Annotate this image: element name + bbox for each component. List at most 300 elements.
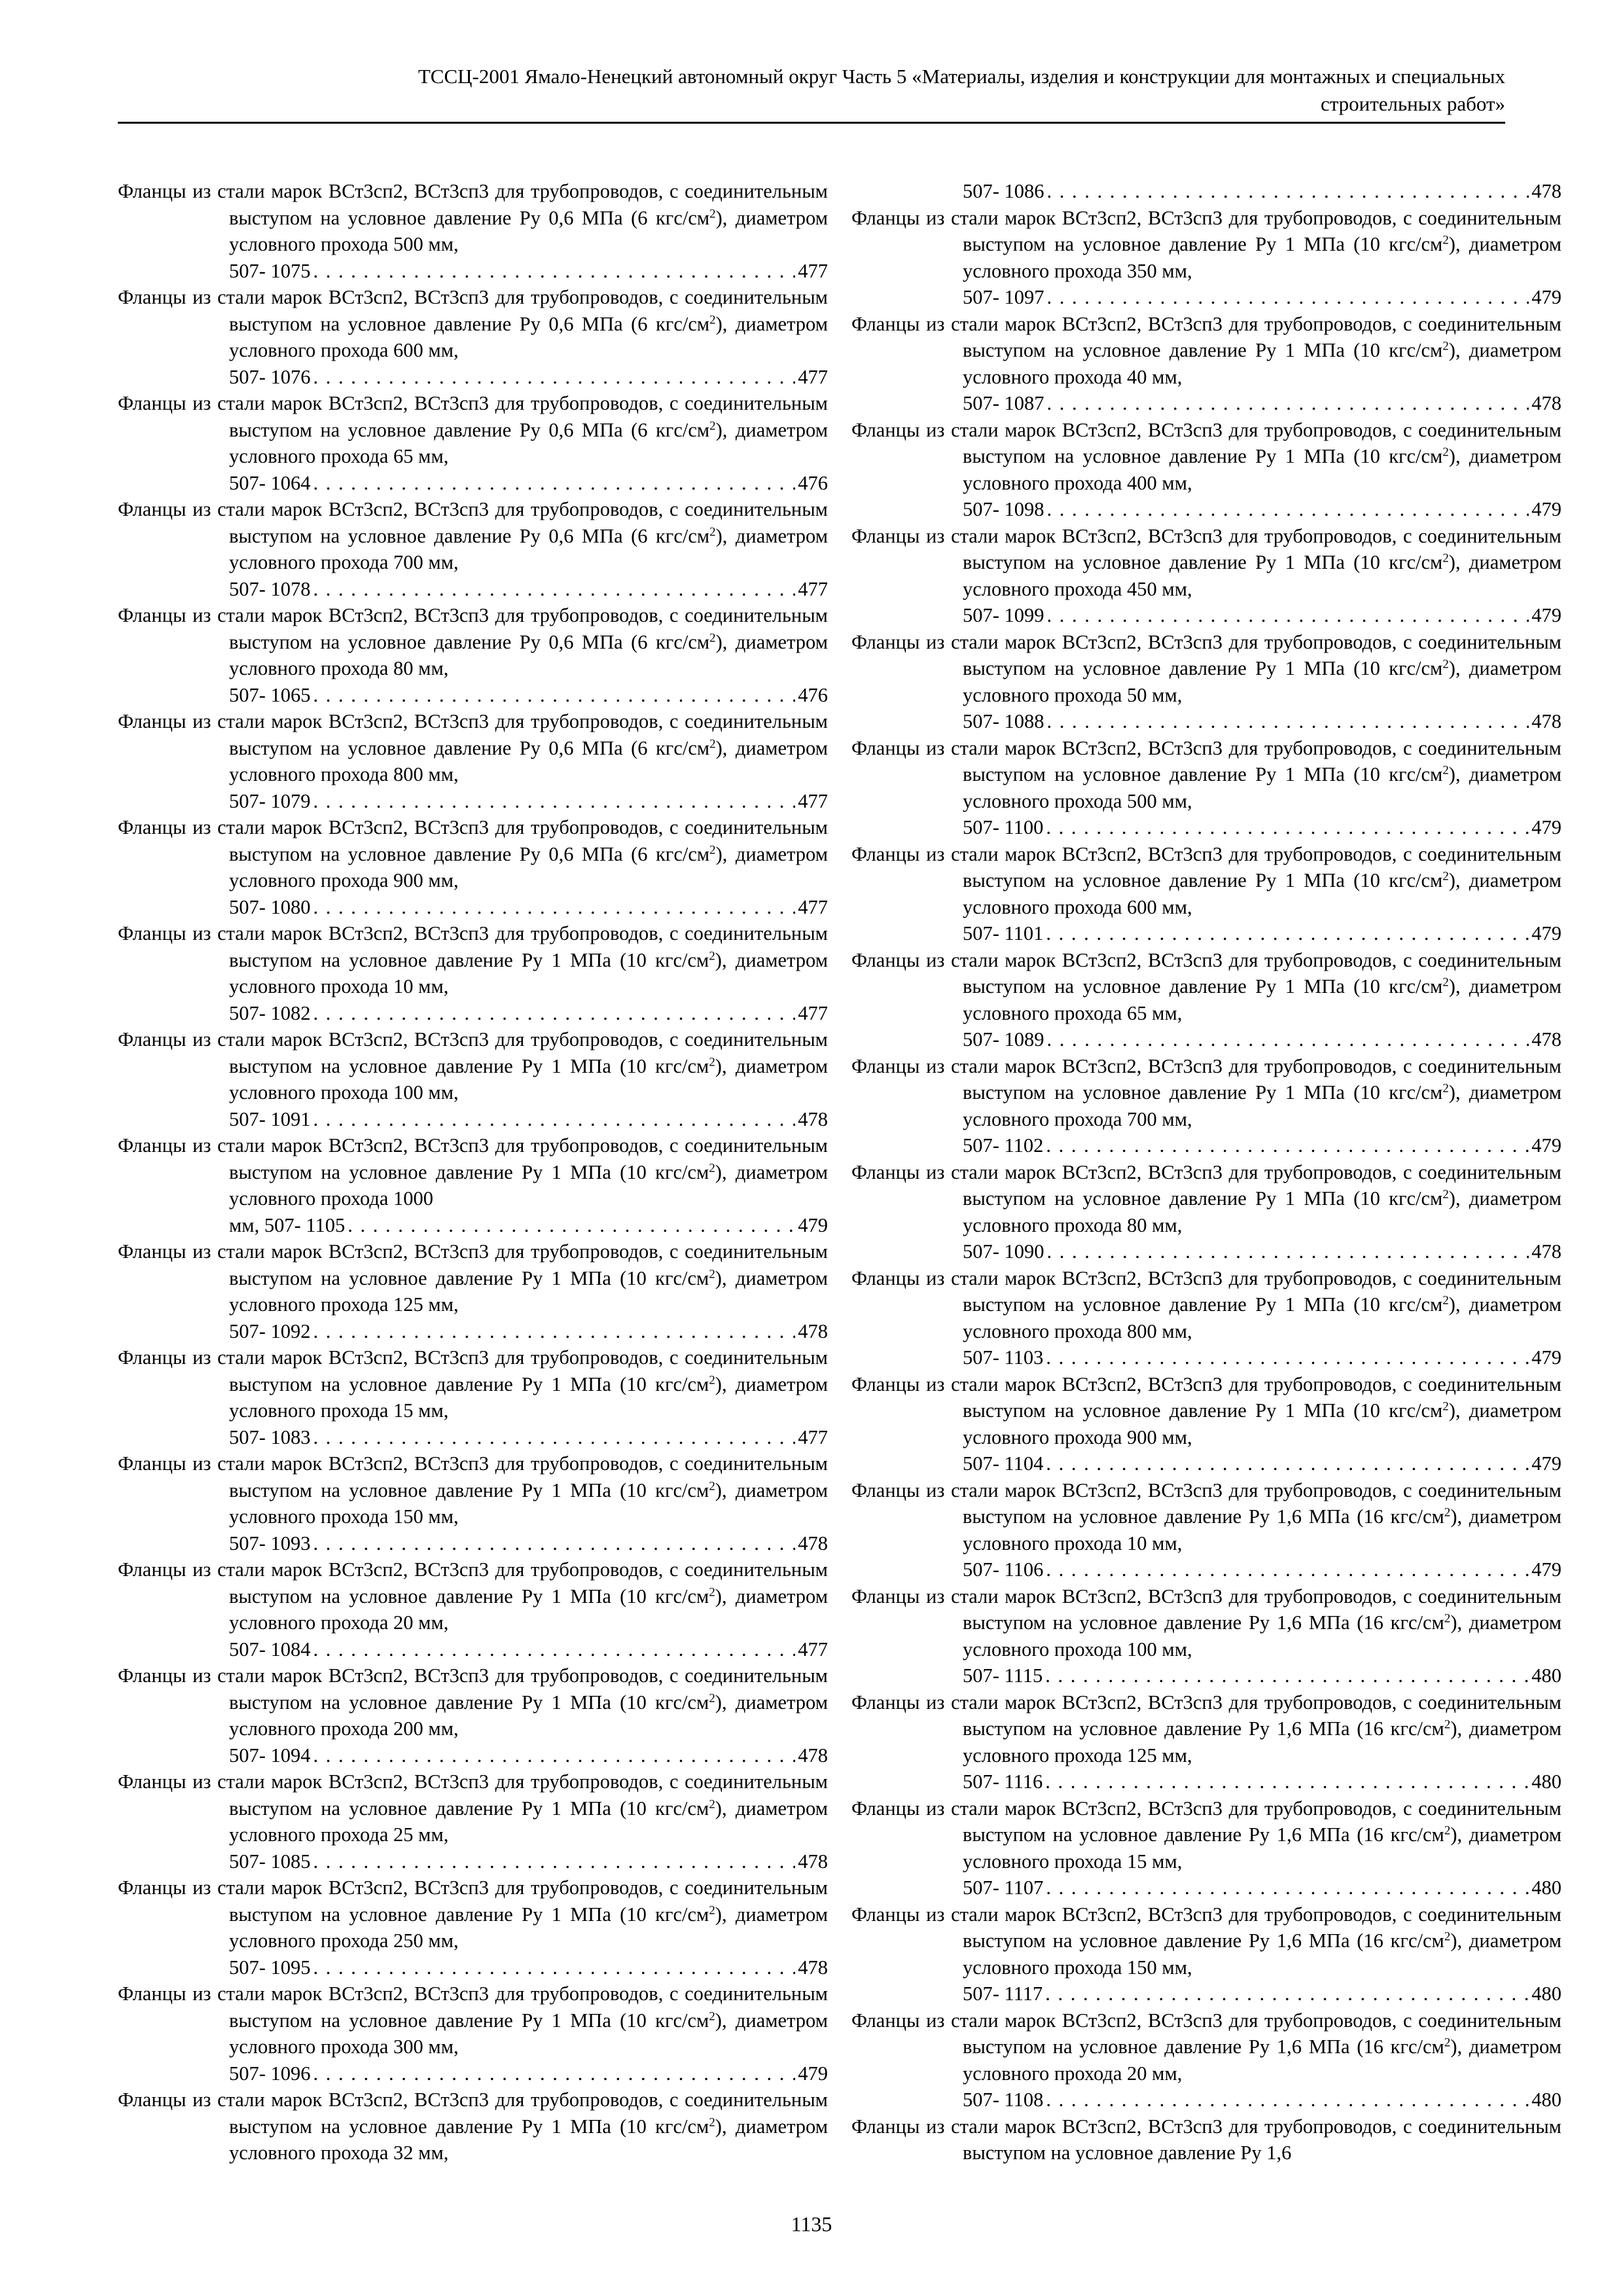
entry-text: Фланцы из стали марок ВСт3сп2, ВСт3сп3 для трубопроводов, с соединительным выступом на условное давление Ру 1 МПа (10 кгс/см xyxy=(118,922,828,971)
entry-code: 507- 1101 xyxy=(963,922,1044,944)
dot-leader xyxy=(1047,602,1529,629)
index-entry xyxy=(118,814,828,920)
entry-page-ref: 480 xyxy=(1531,1876,1561,1899)
dot-leader xyxy=(1046,920,1529,947)
entry-code-line xyxy=(229,1424,828,1451)
entry-code-line xyxy=(963,284,1561,311)
index-entry xyxy=(851,629,1561,735)
index-column-right xyxy=(851,178,1561,2166)
index-entry xyxy=(118,602,828,708)
entry-code: 507- 1106 xyxy=(963,1558,1044,1581)
entry-text: Фланцы из стали марок ВСт3сп2, ВСт3сп3 для трубопроводов, с соединительным выступом на условное давление Ру 1 МПа (10 кгс/см xyxy=(118,1240,828,1289)
superscript: 2 xyxy=(1444,1611,1451,1626)
entry-text: Фланцы из стали марок ВСт3сп2, ВСт3сп3 для трубопроводов, с соединительным выступом на условное давление Ру 1 МПа (10 кгс/см xyxy=(851,1054,1561,1103)
index-entry xyxy=(851,1689,1561,1795)
entry-code: 507- 1103 xyxy=(963,1346,1044,1369)
entry-page-ref: 477 xyxy=(798,577,828,600)
index-entry xyxy=(118,920,828,1026)
superscript: 2 xyxy=(1442,869,1449,884)
entry-text: Фланцы из стали марок ВСт3сп2, ВСт3сп3 для трубопроводов, с соединительным выступом на условное давление Ру 0,6 МПа (6 кгс/см xyxy=(118,286,828,335)
entry-code: 507- 1088 xyxy=(963,710,1044,732)
superscript: 2 xyxy=(1442,975,1449,990)
dot-leader xyxy=(1047,1238,1529,1265)
superscript: 2 xyxy=(1444,1929,1451,1944)
dot-leader xyxy=(313,894,796,921)
entry-page-ref: 478 xyxy=(1531,710,1561,732)
entry-code-line xyxy=(229,470,828,497)
entry-text: Фланцы из стали марок ВСт3сп2, ВСт3сп3 для трубопроводов, с соединительным выступом на условное давление Ру 1 МПа (10 кгс/см xyxy=(851,1372,1561,1422)
entry-page-ref: 480 xyxy=(1531,1664,1561,1687)
entry-code-line xyxy=(229,682,828,709)
entry-text: Фланцы из стали марок ВСт3сп2, ВСт3сп3 для трубопроводов, с соединительным выступом на условное давление Ру 1 МПа (10 кгс/см xyxy=(118,1028,828,1077)
entry-code: 507- 1084 xyxy=(229,1638,311,1660)
superscript: 2 xyxy=(1442,1081,1449,1096)
entry-code-line xyxy=(229,1848,828,1875)
superscript: 2 xyxy=(709,419,716,433)
entry-code-line xyxy=(963,2087,1561,2113)
entry-page-ref: 479 xyxy=(798,1213,828,1236)
header-line-2: строительных работ» xyxy=(1320,92,1505,115)
entry-code: 507- 1085 xyxy=(229,1850,311,1873)
entry-code-line xyxy=(963,1981,1561,2007)
entry-code-line xyxy=(229,1636,828,1663)
entry-page-ref: 478 xyxy=(798,1107,828,1130)
index-entry xyxy=(118,1238,828,1344)
entry-code: 507- 1098 xyxy=(963,498,1044,520)
index-entry xyxy=(118,390,828,496)
entry-code: 507- 1095 xyxy=(229,1956,311,1979)
entry-code-line xyxy=(229,894,828,921)
entry-text-cont: ), диаметром условного прохода 400 мм, xyxy=(963,445,1562,494)
entry-text: Фланцы из стали марок ВСт3сп2, ВСт3сп3 для трубопроводов, с соединительным выступом на условное давление Ру 1 МПа (10 кгс/см xyxy=(118,2089,828,2138)
superscript: 2 xyxy=(709,313,716,327)
index-entry xyxy=(118,1344,828,1450)
index-entry xyxy=(851,2113,1561,2166)
entry-page-ref: 479 xyxy=(1531,1134,1561,1157)
index-entry xyxy=(118,1874,828,1981)
index-entry xyxy=(851,1371,1561,1477)
dot-leader xyxy=(1047,708,1529,735)
entry-page-ref: 477 xyxy=(798,1638,828,1660)
superscript: 2 xyxy=(1442,1187,1449,1202)
entry-text-cont: ), диаметром условного прохода 300 мм, xyxy=(229,2009,829,2058)
entry-page-ref: 479 xyxy=(1531,816,1561,838)
entry-page-ref: 479 xyxy=(1531,922,1561,944)
entry-text: Фланцы из стали марок ВСт3сп2, ВСт3сп3 для трубопроводов, с соединительным выступом на условное давление Ру 1 МПа (10 кгс/см xyxy=(118,1876,828,1926)
superscript: 2 xyxy=(1442,551,1449,565)
index-entry xyxy=(851,1583,1561,1689)
entry-code-line xyxy=(229,1530,828,1557)
index-entry xyxy=(118,708,828,814)
entry-text-cont: ), диаметром условного прохода 700 мм, xyxy=(229,524,829,573)
entry-page-ref: 478 xyxy=(798,1850,828,1873)
index-entry xyxy=(851,523,1561,629)
entry-text: Фланцы из стали марок ВСт3сп2, ВСт3сп3 для трубопроводов, с соединительным выступом на условное давление Ру 1,6 МПа (16 кгс/см xyxy=(851,1797,1561,1846)
entry-text-cont: ), диаметром условного прохода 200 мм, xyxy=(229,1691,829,1740)
entry-page-ref: 478 xyxy=(798,1532,828,1554)
entry-page-ref: 479 xyxy=(1531,1558,1561,1581)
superscript: 2 xyxy=(709,207,716,221)
entry-text-cont: ), диаметром условного прохода 80 мм, xyxy=(963,1187,1562,1236)
entry-code: 507- 1102 xyxy=(963,1134,1044,1157)
entry-text-cont: ), диаметром условного прохода 65 мм, xyxy=(963,975,1562,1024)
index-entry xyxy=(118,496,828,602)
index-entry xyxy=(118,1768,828,1874)
entry-code: 507- 1093 xyxy=(229,1532,311,1554)
superscript: 2 xyxy=(709,2115,715,2130)
index-entry xyxy=(118,2087,828,2166)
entry-text: Фланцы из стали марок ВСт3сп2, ВСт3сп3 для трубопроводов, с соединительным выступом на условное давление Ру 1,6 МПа (16 кгс/см xyxy=(851,2009,1561,2058)
entry-code: 507- 1086 xyxy=(963,180,1044,202)
header-line-1: ТССЦ-2001 Ямало-Ненецкий автономный округ Часть 5 «Материалы, изделия и конструкции для монтажных и специальных xyxy=(418,65,1505,88)
entry-page-ref: 477 xyxy=(798,895,828,918)
entry-page-ref: 477 xyxy=(798,259,828,282)
entry-code: 507- 1087 xyxy=(963,392,1044,414)
entry-page-ref: 479 xyxy=(1531,1452,1561,1475)
entry-text-cont: ), диаметром условного прохода 125 мм, xyxy=(229,1266,829,1316)
index-entry xyxy=(851,735,1561,841)
page-header xyxy=(118,63,1505,118)
entry-text: Фланцы из стали марок ВСт3сп2, ВСт3сп3 для трубопроводов, с соединительным выступом на условное давление Ру 0,6 МПа (6 кгс/см xyxy=(118,392,828,441)
entry-page-ref: 480 xyxy=(1531,1982,1561,2005)
entry-text: Фланцы из стали марок ВСт3сп2, ВСт3сп3 для трубопроводов, с соединительным выступом на условное давление Ру 1 МПа (10 кгс/см xyxy=(851,630,1561,679)
index-entry xyxy=(118,1662,828,1768)
superscript: 2 xyxy=(709,525,716,539)
superscript: 2 xyxy=(1444,1823,1451,1838)
entry-text-cont: ), диаметром условного прохода 10 мм, xyxy=(229,948,829,997)
entry-page-ref: 478 xyxy=(1531,1240,1561,1263)
entry-code: 507- 1090 xyxy=(963,1240,1044,1263)
entry-page-ref: 478 xyxy=(1531,1028,1561,1050)
dot-leader xyxy=(1046,1344,1529,1371)
entry-text: Фланцы из стали марок ВСт3сп2, ВСт3сп3 для трубопроводов, с соединительным выступом на условное давление Ру 1 МПа (10 кгс/см xyxy=(118,1134,828,1183)
entry-code: 507- 1104 xyxy=(963,1452,1044,1475)
entry-text: Фланцы из стали марок ВСт3сп2, ВСт3сп3 для трубопроводов, с соединительным выступом на условное давление Ру 1 МПа (10 кгс/см xyxy=(118,1982,828,2032)
entry-text-cont: ), диаметром условного прохода 500 мм, xyxy=(963,763,1562,812)
entry-code: мм, 507- 1105 xyxy=(229,1213,346,1236)
entry-code: 507- 1075 xyxy=(229,259,311,282)
dot-leader xyxy=(313,576,796,603)
dot-leader xyxy=(1046,1874,1529,1901)
entry-code-line xyxy=(963,814,1561,841)
entry-code: 507- 1083 xyxy=(229,1426,311,1448)
entry-code-line xyxy=(963,178,1561,205)
dot-leader xyxy=(313,1954,796,1981)
entry-text-cont: ), диаметром условного прохода 1000 xyxy=(229,1160,829,1210)
entry-code-line xyxy=(229,1954,828,1981)
entry-code: 507- 1064 xyxy=(229,471,311,494)
dot-leader xyxy=(348,1212,795,1239)
entry-code: 507- 1097 xyxy=(963,286,1044,308)
dot-leader xyxy=(1045,1768,1529,1795)
entry-text: Фланцы из стали марок ВСт3сп2, ВСт3сп3 для трубопроводов, с соединительным выступом на условное давление Ру 1 МПа (10 кгс/см xyxy=(851,312,1561,361)
entry-text-cont: ), диаметром условного прохода 800 мм, xyxy=(229,736,829,785)
entry-text-cont: ), диаметром условного прохода 20 мм, xyxy=(229,1585,829,1634)
entry-text: Фланцы из стали марок ВСт3сп2, ВСт3сп3 для трубопроводов, с соединительным выступом на условное давление Ру 0,6 МПа (6 кгс/см xyxy=(118,604,828,653)
entry-text-cont: ), диаметром условного прохода 80 мм, xyxy=(229,630,829,679)
entry-code-line xyxy=(229,1742,828,1769)
dot-leader xyxy=(1046,1556,1529,1583)
dot-leader xyxy=(313,788,796,815)
index-entry xyxy=(851,1477,1561,1583)
entry-text-cont: ), диаметром условного прохода 40 мм, xyxy=(963,339,1562,388)
entry-page-ref: 478 xyxy=(1531,392,1561,414)
entry-code-line xyxy=(963,1662,1561,1689)
dot-leader xyxy=(313,1424,796,1451)
index-entry xyxy=(851,417,1561,523)
superscript: 2 xyxy=(1442,339,1449,353)
dot-leader xyxy=(1047,1026,1529,1053)
superscript: 2 xyxy=(709,1373,715,1388)
entry-page-ref: 479 xyxy=(1531,286,1561,308)
entry-code: 507- 1100 xyxy=(963,816,1044,838)
entry-text: Фланцы из стали марок ВСт3сп2, ВСт3сп3 для трубопроводов, с соединительным выступом на условное давление Ру 0,6 МПа (6 кгс/см xyxy=(118,180,828,229)
dot-leader xyxy=(1046,1132,1529,1159)
superscript: 2 xyxy=(1444,2036,1451,2050)
entry-code-line xyxy=(229,1212,828,1239)
entry-text: Фланцы из стали марок ВСт3сп2, ВСт3сп3 для трубопроводов, с соединительным выступом на условное давление Ру 1,6 МПа (16 кгс/см xyxy=(851,1479,1561,1528)
superscript: 2 xyxy=(709,1479,715,1494)
entry-code: 507- 1091 xyxy=(229,1107,311,1130)
entry-text-cont: ), диаметром условного прохода 10 мм, xyxy=(963,1505,1561,1554)
dot-leader xyxy=(1046,814,1529,841)
index-entry xyxy=(851,947,1561,1053)
dot-leader xyxy=(1046,1450,1529,1477)
dot-leader xyxy=(1047,390,1529,417)
entry-text-cont: ), диаметром условного прохода 100 мм, xyxy=(229,1054,829,1103)
entry-text: Фланцы из стали марок ВСт3сп2, ВСт3сп3 для трубопроводов, с соединительным выступом на условное давление Ру 1 МПа (10 кгс/см xyxy=(851,1160,1561,1210)
entry-code-line xyxy=(229,258,828,285)
dot-leader xyxy=(313,1636,796,1663)
entry-text: Фланцы из стали марок ВСт3сп2, ВСт3сп3 для трубопроводов, с соединительным выступом на условное давление Ру 0,6 МПа (6 кгс/см xyxy=(118,710,828,759)
entry-text-cont: ), диаметром условного прохода 800 мм, xyxy=(963,1293,1562,1342)
index-entry xyxy=(118,1026,828,1132)
superscript: 2 xyxy=(1444,1505,1451,1520)
entry-page-ref: 477 xyxy=(798,365,828,388)
header-rule xyxy=(118,122,1505,124)
entry-text: Фланцы из стали марок ВСт3сп2, ВСт3сп3 для трубопроводов, с соединительным выступом на условное давление Ру 0,6 МПа (6 кгс/см xyxy=(118,816,828,865)
entry-code-line xyxy=(963,920,1561,947)
entry-code-line xyxy=(229,1000,828,1027)
superscript: 2 xyxy=(709,2009,715,2024)
entry-text-cont: ), диаметром условного прохода 25 мм, xyxy=(229,1797,829,1846)
superscript: 2 xyxy=(1442,657,1449,672)
entry-code-line xyxy=(963,1874,1561,1901)
entry-code: 507- 1082 xyxy=(229,1001,311,1024)
dot-leader xyxy=(313,682,796,709)
entry-code-line xyxy=(229,1318,828,1345)
dot-leader xyxy=(1045,1981,1529,2007)
index-entry xyxy=(118,1981,828,2087)
entry-code: 507- 1065 xyxy=(229,683,311,706)
entry-code-line xyxy=(963,1026,1561,1053)
entry-code-line xyxy=(963,1450,1561,1477)
superscript: 2 xyxy=(709,1267,715,1282)
entry-code-line xyxy=(229,2060,828,2087)
dot-leader xyxy=(1046,2087,1529,2113)
superscript: 2 xyxy=(1444,1717,1451,1732)
entry-text-cont: ), диаметром условного прохода 900 мм, xyxy=(229,842,829,891)
entry-text: Фланцы из стали марок ВСт3сп2, ВСт3сп3 для трубопроводов, с соединительным выступом на условное давление Ру 1 МПа (10 кгс/см xyxy=(851,206,1561,255)
entry-code-line xyxy=(963,390,1561,417)
entry-text-cont: ), диаметром условного прохода 50 мм, xyxy=(963,657,1562,706)
entry-code: 507- 1092 xyxy=(229,1319,311,1342)
superscript: 2 xyxy=(709,1797,715,1812)
entry-text-cont: ), диаметром условного прохода 700 мм, xyxy=(963,1081,1562,1130)
superscript: 2 xyxy=(1442,1399,1449,1414)
dot-leader xyxy=(313,1530,796,1557)
entry-text: Фланцы из стали марок ВСт3сп2, ВСт3сп3 для трубопроводов, с соединительным выступом на условное давление Ру 1 МПа (10 кгс/см xyxy=(851,418,1561,467)
entry-code: 507- 1108 xyxy=(963,2089,1044,2111)
dot-leader xyxy=(1045,1662,1529,1689)
superscript: 2 xyxy=(709,737,716,751)
entry-page-ref: 478 xyxy=(798,1319,828,1342)
entry-text: Фланцы из стали марок ВСт3сп2, ВСт3сп3 для трубопроводов, с соединительным выступом на условное давление Ру 1 МПа (10 кгс/см xyxy=(851,736,1561,785)
entry-code: 507- 1076 xyxy=(229,365,311,388)
entry-text: Фланцы из стали марок ВСт3сп2, ВСт3сп3 для трубопроводов, с соединительным выступом на условное давление Ру 0,6 МПа (6 кгс/см xyxy=(118,498,828,547)
index-entry xyxy=(851,1901,1561,2007)
dot-leader xyxy=(313,1000,796,1027)
entry-text-cont: ), диаметром условного прохода 125 мм, xyxy=(963,1717,1561,1767)
dot-leader xyxy=(313,1742,796,1769)
entry-page-ref: 478 xyxy=(798,1956,828,1979)
entry-code: 507- 1079 xyxy=(229,789,311,812)
dot-leader xyxy=(1047,178,1529,205)
entry-text: Фланцы из стали марок ВСт3сп2, ВСт3сп3 для трубопроводов, с соединительным выступом на условное давление Ру 1,6 МПа (16 кгс/см xyxy=(851,1903,1561,1952)
entry-page-ref: 480 xyxy=(1531,2089,1561,2111)
index-column-left xyxy=(118,178,828,2166)
entry-page-ref: 479 xyxy=(1531,498,1561,520)
entry-text: Фланцы из стали марок ВСт3сп2, ВСт3сп3 для трубопроводов, с соединительным выступом на условное давление Ру 1 МПа (10 кгс/см xyxy=(118,1664,828,1713)
entry-code: 507- 1115 xyxy=(963,1664,1043,1687)
index-entry xyxy=(851,1265,1561,1371)
dot-leader xyxy=(313,1848,796,1875)
entry-text-cont: ), диаметром условного прохода 900 мм, xyxy=(963,1399,1562,1448)
superscript: 2 xyxy=(709,631,716,645)
entry-code-line xyxy=(963,1556,1561,1583)
dot-leader xyxy=(313,1318,796,1345)
entry-text-cont: ), диаметром условного прохода 350 мм, xyxy=(963,233,1562,282)
page-number: 1135 xyxy=(791,2212,832,2236)
superscript: 2 xyxy=(709,1903,715,1918)
entry-text: Фланцы из стали марок ВСт3сп2, ВСт3сп3 для трубопроводов, с соединительным выступом на условное давление Ру 1 МПа (10 кгс/см xyxy=(118,1452,828,1501)
entry-text: Фланцы из стали марок ВСт3сп2, ВСт3сп3 для трубопроводов, с соединительным выступом на условное давление Ру 1 МПа (10 кгс/см xyxy=(118,1346,828,1395)
entry-text-cont: ), диаметром условного прохода 450 мм, xyxy=(963,551,1562,600)
entry-text: Фланцы из стали марок ВСт3сп2, ВСт3сп3 для трубопроводов, с соединительным выступом на условное давление Ру 1 МПа (10 кгс/см xyxy=(851,1266,1561,1316)
dot-leader xyxy=(313,364,796,391)
index-entry xyxy=(118,1450,828,1556)
entry-code-line xyxy=(963,1768,1561,1795)
entry-code: 507- 1096 xyxy=(229,2062,311,2085)
entry-code-line xyxy=(229,576,828,603)
entry-code-line xyxy=(963,602,1561,629)
entry-text-cont: ), диаметром условного прохода 600 мм, xyxy=(963,869,1562,918)
entry-text-cont: ), диаметром условного прохода 500 мм, xyxy=(229,206,829,255)
dot-leader xyxy=(1047,496,1529,523)
entry-code: 507- 1078 xyxy=(229,577,311,600)
dot-leader xyxy=(313,258,796,285)
entry-text: Фланцы из стали марок ВСт3сп2, ВСт3сп3 для трубопроводов, с соединительным выступом на условное давление Ру 1 МПа (10 кгс/см xyxy=(851,524,1561,573)
entry-code-line xyxy=(229,1106,828,1133)
entry-code: 507- 1107 xyxy=(963,1876,1044,1899)
entry-text: Фланцы из стали марок ВСт3сп2, ВСт3сп3 для трубопроводов, с соединительным выступом на условное давление Ру 1 МПа (10 кгс/см xyxy=(851,948,1561,997)
superscript: 2 xyxy=(709,949,715,963)
entry-page-ref: 477 xyxy=(798,1426,828,1448)
superscript: 2 xyxy=(1442,763,1449,778)
superscript: 2 xyxy=(709,1161,715,1175)
entry-code: 507- 1117 xyxy=(963,1982,1043,2005)
entry-code-line xyxy=(963,708,1561,735)
dot-leader xyxy=(313,1106,796,1133)
entry-text-cont: ), диаметром условного прохода 150 мм, xyxy=(963,1929,1561,1979)
dot-leader xyxy=(1047,284,1529,311)
superscript: 2 xyxy=(1442,233,1449,247)
superscript: 2 xyxy=(709,1585,715,1600)
superscript: 2 xyxy=(709,843,716,857)
dot-leader xyxy=(313,470,796,497)
entry-text: Фланцы из стали марок ВСт3сп2, ВСт3сп3 для трубопроводов, с соединительным выступом на условное давление Ру 1 МПа (10 кгс/см xyxy=(118,1770,828,1820)
entry-text: Фланцы из стали марок ВСт3сп2, ВСт3сп3 для трубопроводов, с соединительным выступом на условное давление Ру 1 МПа (10 кгс/см xyxy=(851,842,1561,891)
entry-text-cont: ), диаметром условного прохода 32 мм, xyxy=(229,2115,829,2164)
dot-leader xyxy=(313,2060,796,2087)
index-entry xyxy=(118,178,828,284)
index-entry xyxy=(851,311,1561,417)
entry-code: 507- 1116 xyxy=(963,1770,1043,1793)
entry-code: 507- 1080 xyxy=(229,895,311,918)
index-entry xyxy=(118,284,828,390)
index-entry xyxy=(118,1556,828,1662)
entry-code-line xyxy=(963,1238,1561,1265)
entry-page-ref: 477 xyxy=(798,1001,828,1024)
entry-text-cont: ), диаметром условного прохода 250 мм, xyxy=(229,1903,829,1952)
entry-code-line xyxy=(963,1132,1561,1159)
entry-page-ref: 480 xyxy=(1531,1770,1561,1793)
superscript: 2 xyxy=(1442,1293,1449,1308)
superscript: 2 xyxy=(1442,445,1449,459)
superscript: 2 xyxy=(709,1691,715,1706)
entry-code: 507- 1099 xyxy=(963,604,1044,626)
entry-code: 507- 1094 xyxy=(229,1744,311,1767)
entry-page-ref: 478 xyxy=(798,1744,828,1767)
entry-code: 507- 1089 xyxy=(963,1028,1044,1050)
entry-page-ref: 479 xyxy=(798,2062,828,2085)
entry-code-line xyxy=(963,1344,1561,1371)
index-entry xyxy=(851,1159,1561,1265)
entry-text: Фланцы из стали марок ВСт3сп2, ВСт3сп3 для трубопроводов, с соединительным выступом на условное давление Ру 1,6 МПа (16 кгс/см xyxy=(851,1585,1561,1634)
entry-text-cont: ), диаметром условного прохода 100 мм, xyxy=(963,1611,1561,1660)
index-entry xyxy=(851,205,1561,311)
entry-page-ref: 479 xyxy=(1531,604,1561,626)
index-entry xyxy=(851,178,1561,205)
entry-text: Фланцы из стали марок ВСт3сп2, ВСт3сп3 для трубопроводов, с соединительным выступом на условное давление Ру 1,6 xyxy=(851,2115,1561,2164)
entry-text: Фланцы из стали марок ВСт3сп2, ВСт3сп3 для трубопроводов, с соединительным выступом на условное давление Ру 1,6 МПа (16 кгс/см xyxy=(851,1691,1561,1740)
entry-text-cont: ), диаметром условного прохода 15 мм, xyxy=(963,1823,1561,1873)
entry-page-ref: 476 xyxy=(798,471,828,494)
entry-text-cont: ), диаметром условного прохода 15 мм, xyxy=(229,1372,829,1422)
superscript: 2 xyxy=(709,1055,715,1069)
index-entry xyxy=(851,1053,1561,1159)
index-entry xyxy=(851,841,1561,947)
entry-text-cont: ), диаметром условного прохода 20 мм, xyxy=(963,2036,1561,2085)
entry-text-cont: ), диаметром условного прохода 65 мм, xyxy=(229,418,829,467)
index-entry xyxy=(851,2007,1561,2113)
entry-text-cont: ), диаметром условного прохода 600 мм, xyxy=(229,312,829,361)
entry-text-cont: ), диаметром условного прохода 150 мм, xyxy=(229,1479,829,1528)
entry-code-line xyxy=(229,788,828,815)
index-entry xyxy=(851,1795,1561,1901)
entry-code-line xyxy=(229,364,828,391)
index-entry xyxy=(118,1132,828,1238)
